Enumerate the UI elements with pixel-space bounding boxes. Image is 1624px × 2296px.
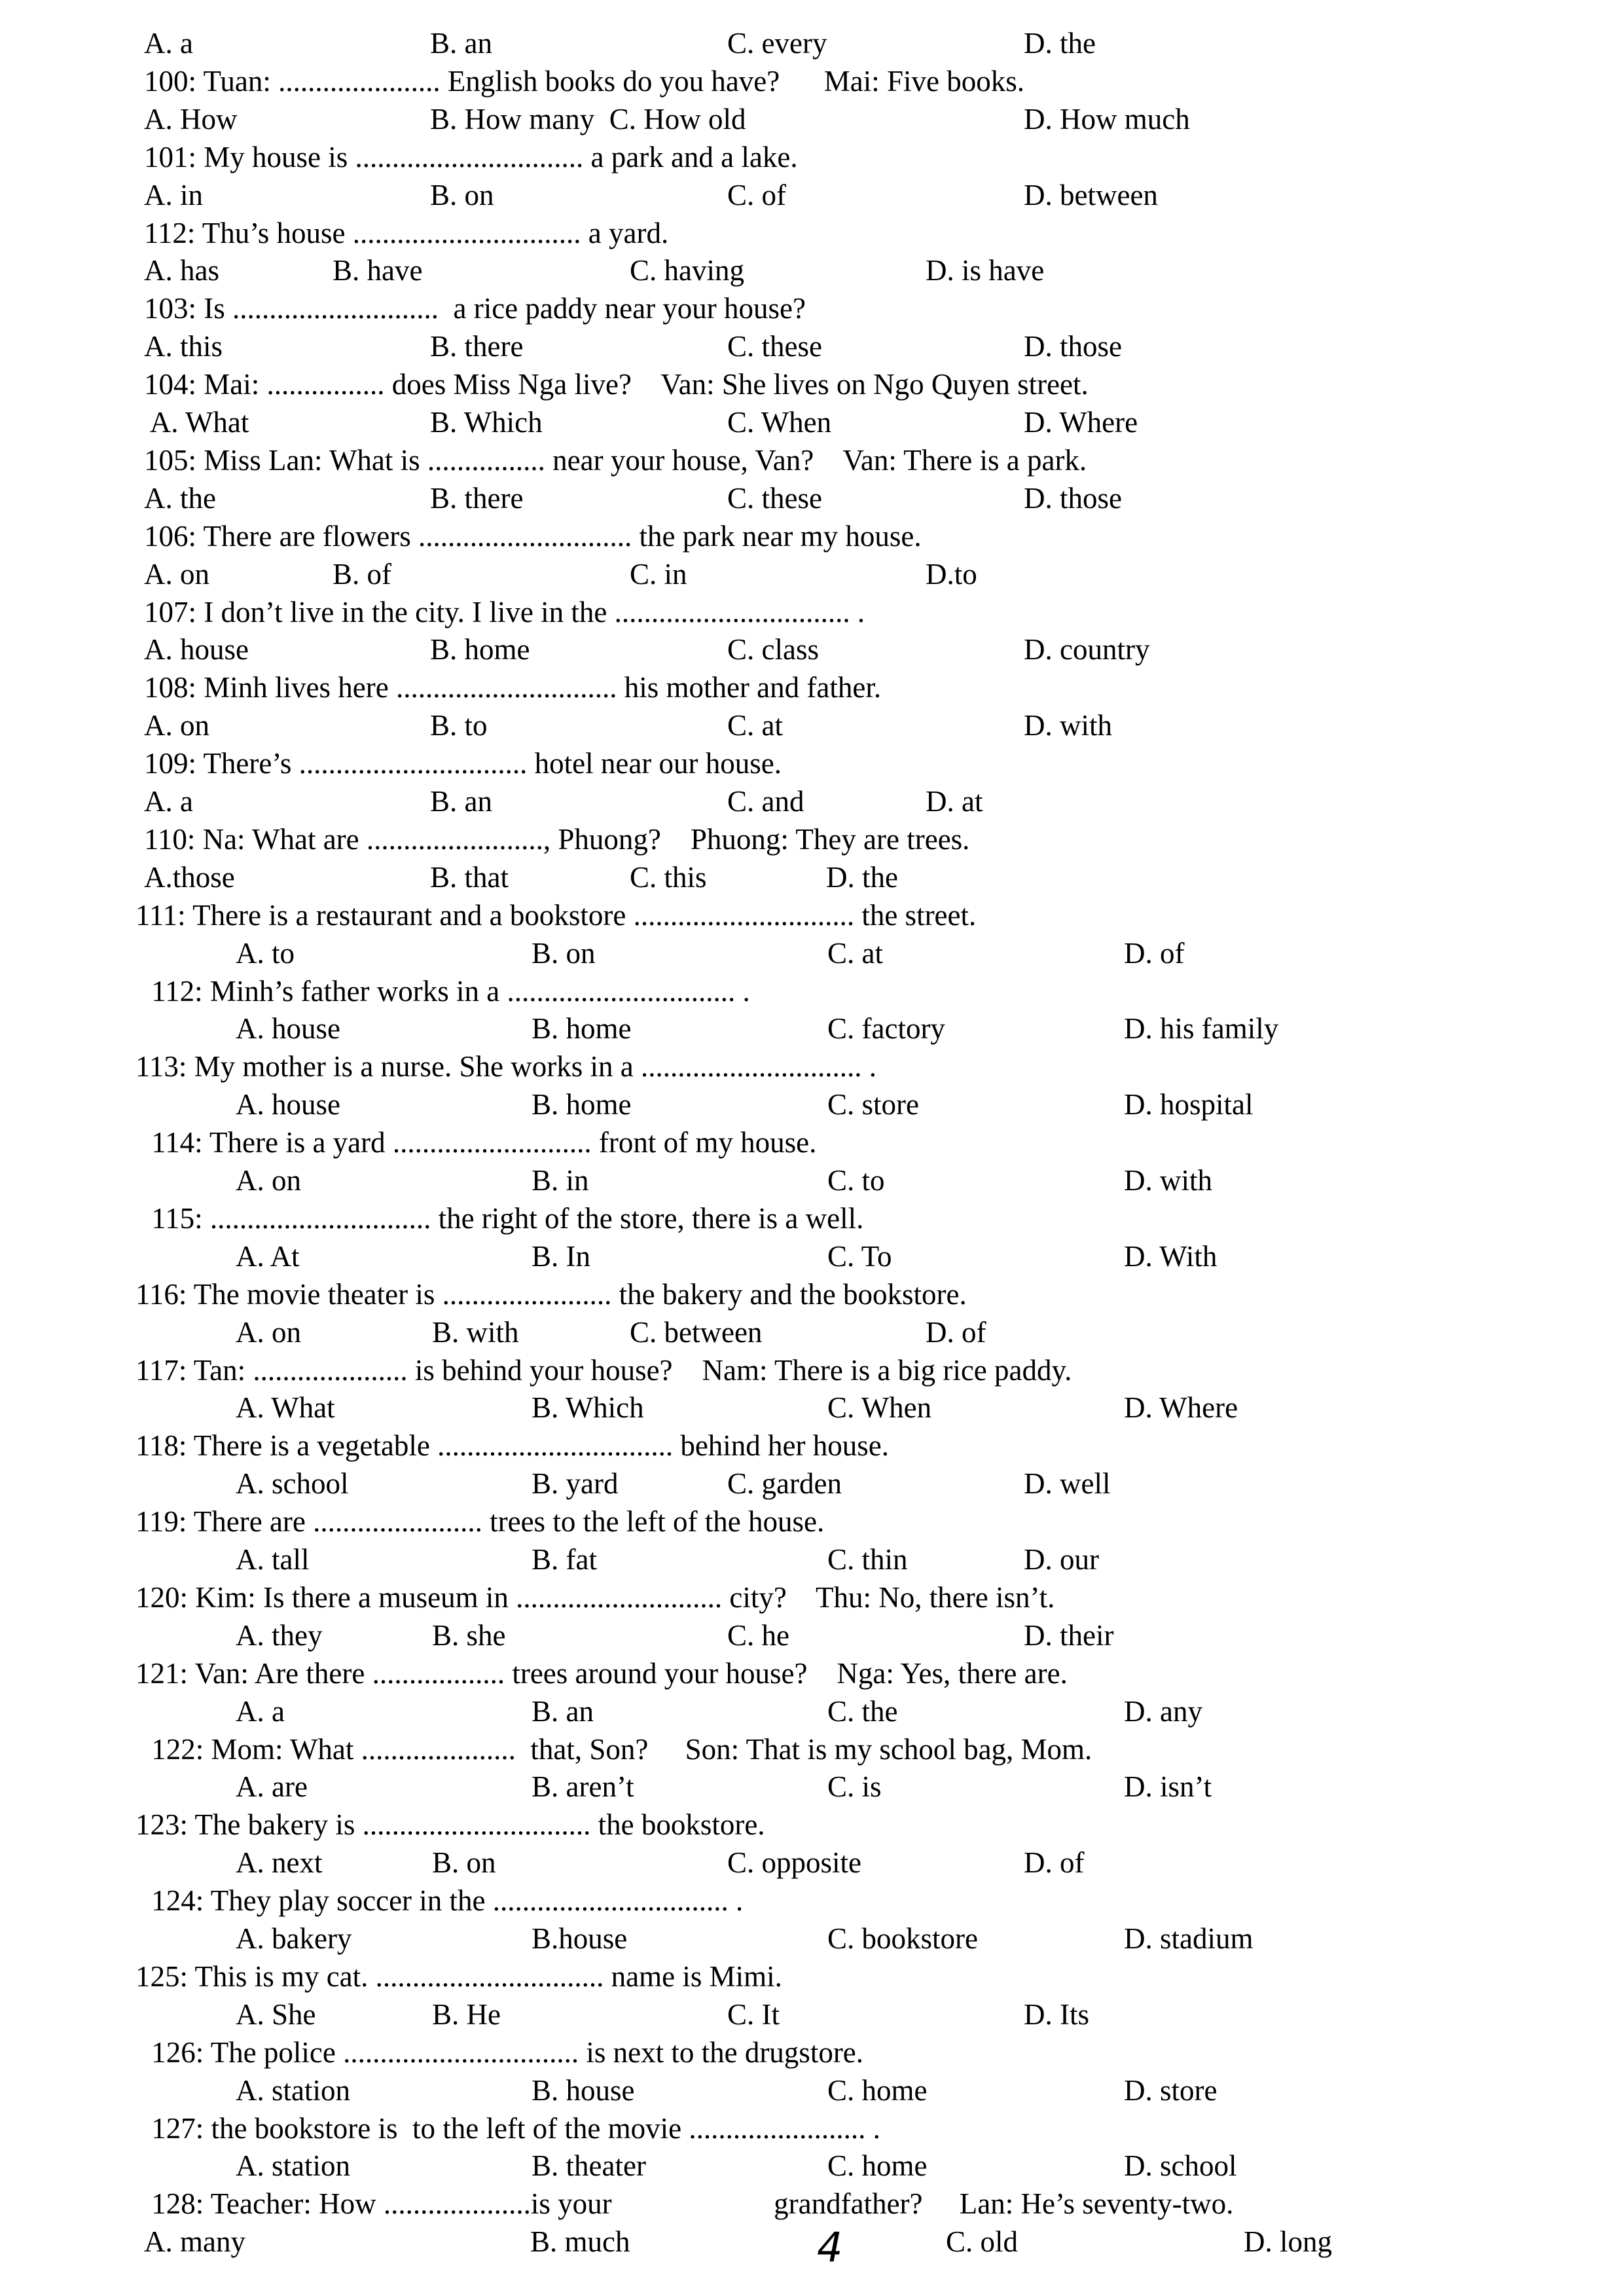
answer-option: C. of — [727, 178, 786, 211]
answer-option: B. an — [430, 27, 492, 60]
answer-option: C. home — [827, 2073, 928, 2107]
answer-option: A. on — [144, 709, 209, 742]
answer-option: D. our — [1024, 1543, 1099, 1576]
answer-option: A. house — [236, 1088, 340, 1121]
answer-option: B. in — [532, 1164, 589, 1197]
answer-option: C. home — [827, 2149, 928, 2183]
question-line: 112: Thu’s house ............................... a yard. — [144, 216, 669, 249]
question-line: 120: Kim: Is there a museum in ............................ city? Thu: No, there isn’t. — [135, 1580, 1055, 1614]
answer-option: D. their — [1024, 1618, 1114, 1652]
answer-option: A. house — [144, 633, 249, 666]
answer-option: A. station — [236, 2149, 350, 2183]
answer-option: B. much — [530, 2225, 630, 2259]
question-line: 111: There is a restaurant and a bookstore .............................. the street. — [135, 898, 977, 932]
answer-option: C. he — [727, 1618, 789, 1652]
question-line: 125: This is my cat. ............................... name is Mimi. — [135, 1959, 782, 1993]
answer-option: C. between — [630, 1315, 763, 1349]
answer-option: A. on — [236, 1315, 301, 1349]
answer-option: B. theater — [532, 2149, 646, 2183]
answer-option: B.house — [532, 1922, 628, 1955]
question-line: 116: The movie theater is ....................... the bakery and the bookstore. — [135, 1277, 967, 1311]
answer-option: A. a — [236, 1694, 285, 1728]
answer-option: C. and — [727, 785, 804, 818]
answer-option: B. Which — [430, 406, 543, 439]
question-line: 118: There is a vegetable ................................ behind her house. — [135, 1429, 889, 1463]
answer-option: D.to — [926, 557, 977, 591]
question-line: 100: Tuan: ...................... English books do you have? Mai: Five books. — [144, 64, 1025, 98]
question-line: 106: There are flowers ............................. the park near my house. — [144, 519, 922, 553]
answer-option: A. What — [236, 1391, 335, 1425]
question-line: 104: Mai: ................ does Miss Nga live? Van: She lives on Ngo Quyen street. — [144, 368, 1089, 401]
answer-option: C. When — [727, 406, 832, 439]
answer-option: C. these — [727, 330, 822, 363]
answer-option: A. they — [236, 1618, 323, 1652]
answer-option: D. with — [1124, 1164, 1212, 1197]
question-line: 115: .............................. the right of the store, there is a well. — [144, 1201, 864, 1235]
question-line: 128: Teacher: How ....................is your grandfather? Lan: He’s seventy-two. — [144, 2187, 1234, 2221]
answer-option: D. his family — [1124, 1012, 1279, 1046]
answer-option: C. opposite — [727, 1846, 862, 1880]
answer-option: D. of — [926, 1315, 986, 1349]
answer-option: B. she — [432, 1618, 506, 1652]
answer-option: C. at — [827, 936, 883, 970]
answer-option: D. school — [1124, 2149, 1237, 2183]
answer-option: A. has — [144, 254, 219, 287]
answer-option: C. bookstore — [827, 1922, 978, 1955]
answer-option: B. have — [333, 254, 423, 287]
answer-option: A. many — [144, 2225, 245, 2259]
answer-option: B. on — [430, 178, 494, 211]
answer-option: A.those — [144, 860, 235, 894]
answer-option: D. country — [1024, 633, 1150, 666]
answer-option: B. fat — [532, 1543, 597, 1576]
answer-option: D. is have — [926, 254, 1045, 287]
answer-option: A. in — [144, 178, 203, 211]
answer-option: B. home — [430, 633, 530, 666]
question-line: 127: the bookstore is to the left of the movie ........................ . — [144, 2111, 880, 2145]
answer-option: C. is — [827, 1770, 882, 1804]
answer-option: D. those — [1024, 330, 1122, 363]
answer-option: C. class — [727, 633, 819, 666]
answer-option: C. thin — [827, 1543, 908, 1576]
question-line: 123: The bakery is ............................... the bookstore. — [135, 1808, 765, 1842]
page-number: 4 — [817, 2223, 843, 2271]
answer-option: D. the — [826, 860, 898, 894]
answer-option: D. Where — [1024, 406, 1138, 439]
answer-option: B. there — [430, 330, 524, 363]
question-line: 119: There are ....................... trees to the left of the house. — [135, 1505, 825, 1539]
answer-option: A. are — [236, 1770, 308, 1804]
question-line: 109: There’s ............................... hotel near our house. — [144, 747, 782, 780]
answer-option: B. He — [432, 1997, 501, 2031]
answer-option: A. to — [236, 936, 295, 970]
question-line: 107: I don’t live in the city. I live in the ................................ . — [144, 595, 865, 629]
answer-option: A. on — [144, 557, 209, 591]
question-line: 114: There is a yard ........................... front of my house. — [144, 1126, 817, 1159]
answer-option: C. this — [630, 860, 707, 894]
answer-option: B. In — [532, 1239, 590, 1273]
answer-option: C. factory — [827, 1012, 945, 1046]
answer-option: D. stadium — [1124, 1922, 1254, 1955]
answer-option: B. an — [430, 785, 492, 818]
answer-option: B. Which — [532, 1391, 644, 1425]
answer-option: D. How much — [1024, 102, 1190, 136]
answer-option: D. long — [1244, 2225, 1332, 2259]
answer-option: A. a — [144, 785, 193, 818]
answer-option: D. with — [1024, 709, 1112, 742]
question-line: 103: Is ............................ a rice paddy near your house? — [144, 292, 806, 325]
answer-option: A. a — [144, 27, 193, 60]
answer-option: B. to — [430, 709, 488, 742]
answer-option: C. store — [827, 1088, 919, 1121]
answer-option: C. When — [827, 1391, 932, 1425]
answer-option: B. there — [430, 481, 524, 515]
answer-option: B. on — [432, 1846, 496, 1880]
answer-option: D. any — [1124, 1694, 1202, 1728]
answer-option: B. of — [333, 557, 391, 591]
answer-option: A. At — [236, 1239, 300, 1273]
answer-option: A. How — [144, 102, 238, 136]
answer-option: D. store — [1124, 2073, 1218, 2107]
answer-option: B. an — [532, 1694, 594, 1728]
answer-option: C. It — [727, 1997, 780, 2031]
answer-option: C. To — [827, 1239, 892, 1273]
question-line: 101: My house is ............................... a park and a lake. — [144, 140, 798, 173]
answer-option: C. the — [827, 1694, 898, 1728]
answer-option: D. well — [1024, 1467, 1111, 1501]
answer-option: D. the — [1024, 27, 1096, 60]
answer-option: D. Where — [1124, 1391, 1238, 1425]
answer-option: B. aren’t — [532, 1770, 634, 1804]
answer-option: A. What — [144, 406, 249, 439]
answer-option: C. to — [827, 1164, 885, 1197]
answer-option: C. garden — [727, 1467, 842, 1501]
question-line: 110: Na: What are ........................, Phuong? Phuong: They are trees. — [144, 822, 970, 856]
answer-option: B. yard — [532, 1467, 619, 1501]
answer-option: A. station — [236, 2073, 350, 2107]
question-line: 112: Minh’s father works in a ............................... . — [144, 974, 750, 1008]
answer-option: D. hospital — [1124, 1088, 1254, 1121]
question-line: 126: The police ................................ is next to the drugstore. — [144, 2035, 864, 2069]
answer-option: A. on — [236, 1164, 301, 1197]
question-line: 105: Miss Lan: What is ................ near your house, Van? Van: There is a park. — [144, 443, 1087, 477]
answer-option: D. between — [1024, 178, 1158, 211]
answer-option: A. house — [236, 1012, 340, 1046]
answer-option: A. the — [144, 481, 216, 515]
answer-option: C. in — [630, 557, 687, 591]
answer-option: B. with — [432, 1315, 519, 1349]
answer-option: B. on — [532, 936, 596, 970]
answer-option: C. old — [946, 2225, 1019, 2259]
answer-option: A. bakery — [236, 1922, 352, 1955]
question-line: 113: My mother is a nurse. She works in a .............................. . — [135, 1050, 876, 1084]
answer-option: B. How many C. How old — [430, 102, 746, 136]
answer-option: D. Its — [1024, 1997, 1089, 2031]
answer-option: D. With — [1124, 1239, 1218, 1273]
answer-option: C. having — [630, 254, 744, 287]
question-line: 117: Tan: ..................... is behind your house? Nam: There is a big rice paddy. — [135, 1353, 1072, 1387]
answer-option: D. isn’t — [1124, 1770, 1212, 1804]
question-line: 121: Van: Are there .................. trees around your house? Nga: Yes, there are. — [135, 1656, 1068, 1690]
answer-option: A. tall — [236, 1543, 310, 1576]
answer-option: B. house — [532, 2073, 635, 2107]
question-line: 124: They play soccer in the ................................ . — [144, 1884, 744, 1918]
answer-option: C. at — [727, 709, 783, 742]
answer-option: A. this — [144, 330, 223, 363]
answer-option: D. of — [1024, 1846, 1085, 1880]
question-line: 108: Minh lives here .............................. his mother and father. — [144, 671, 882, 704]
answer-option: D. at — [926, 785, 983, 818]
answer-option: B. that — [430, 860, 509, 894]
answer-option: B. home — [532, 1012, 632, 1046]
answer-option: A. next — [236, 1846, 323, 1880]
answer-option: A. She — [236, 1997, 316, 2031]
answer-option: A. school — [236, 1467, 349, 1501]
answer-option: C. these — [727, 481, 822, 515]
answer-option: D. of — [1124, 936, 1185, 970]
answer-option: B. home — [532, 1088, 632, 1121]
question-line: 122: Mom: What ..................... that, Son? Son: That is my school bag, Mom. — [144, 1732, 1092, 1766]
answer-option: D. those — [1024, 481, 1122, 515]
answer-option: C. every — [727, 27, 827, 60]
